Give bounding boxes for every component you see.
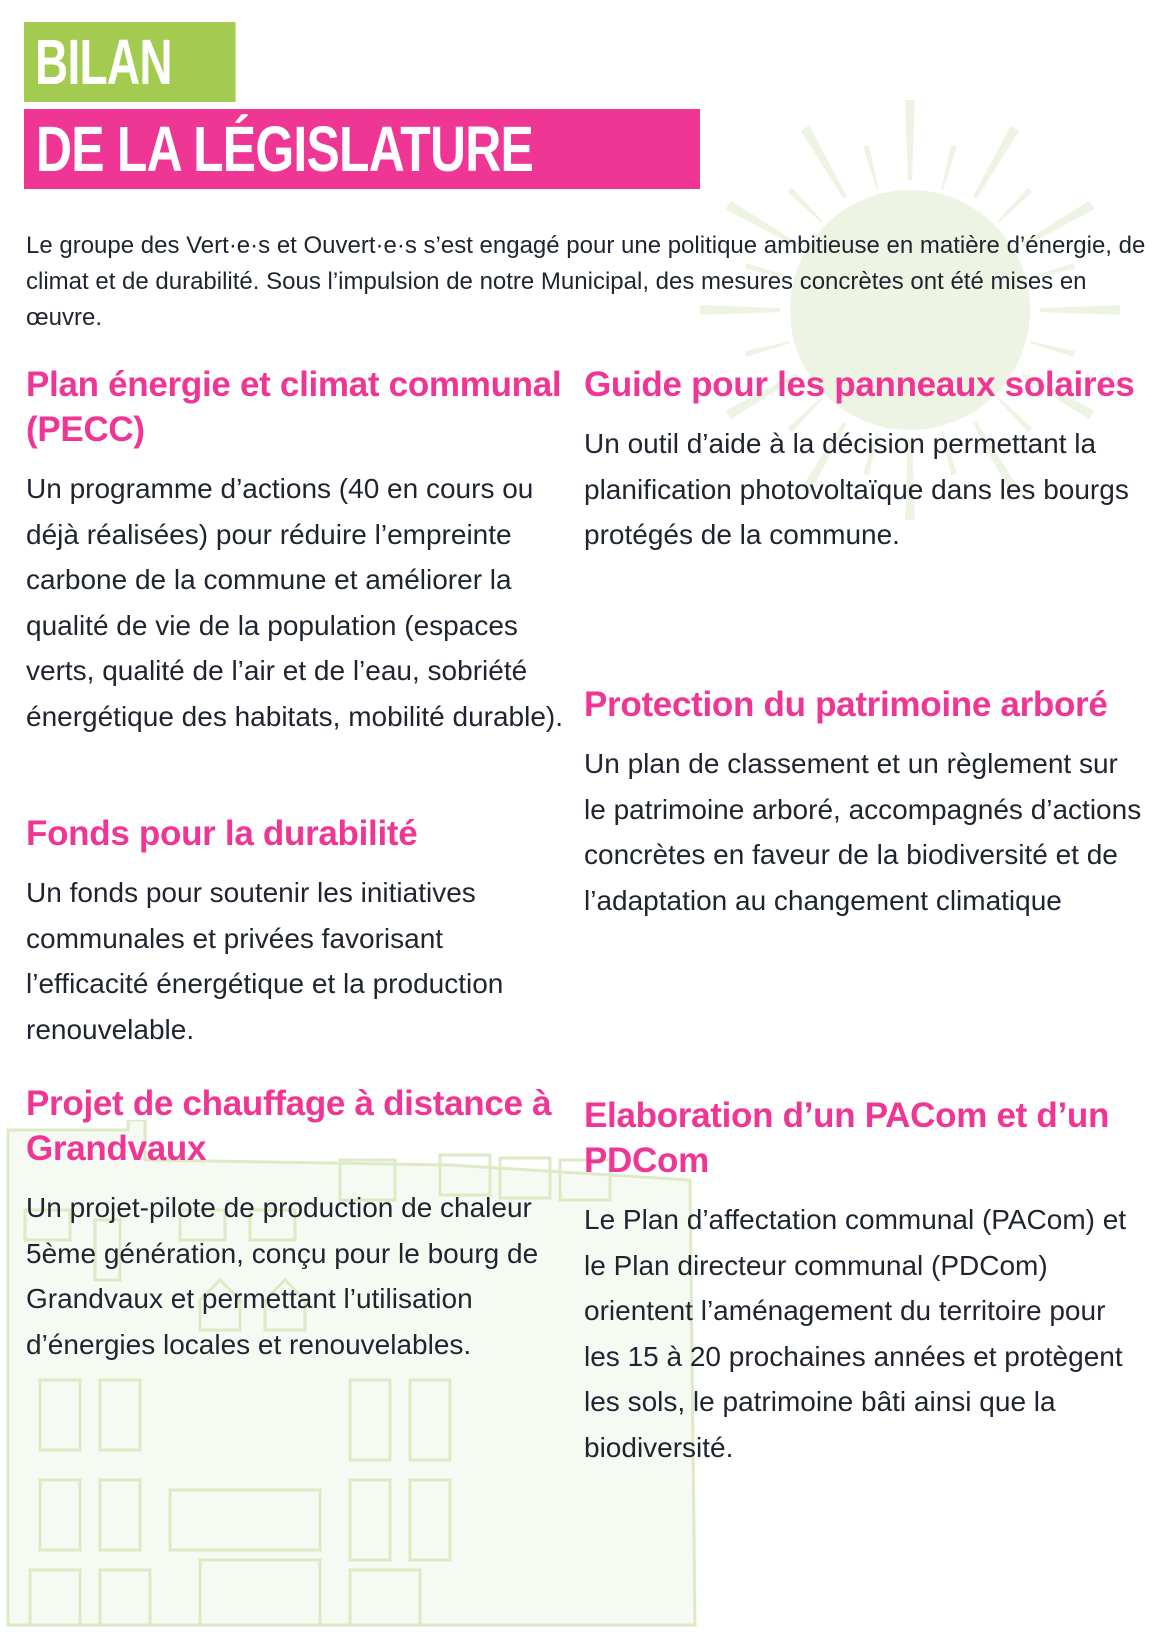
section-body: Un plan de classement et un règlement sur le patrimoine arboré, accompagnés d’actions concrètes en faveur de la biodiversité et de l’adaptation au changement climatique: [584, 748, 1142, 916]
section-patrimoine-arbore: [584, 682, 1144, 923]
section-body: Un projet-pilote de production de chaleur 5ème génération, conçu pour le bourg de Grandvaux et permettant l’utilisation d’énergies locales et renouvelables.: [26, 1192, 539, 1360]
section-heading: Projet de chauffage à distance à Grandvaux: [26, 1084, 552, 1168]
section-panneaux-solaires: [584, 362, 1144, 558]
title-banner-legislature: [24, 109, 700, 189]
section-body: Un fonds pour soutenir les initiatives communales et privées favorisant l’efficacité énergétique et la production renouvelable.: [26, 877, 504, 1045]
section-fonds-durabilite: [26, 811, 566, 1052]
section-heading: Guide pour les panneaux solaires: [584, 365, 1135, 404]
section-chauffage-distance: [26, 1081, 566, 1367]
intro-paragraph: Le groupe des Vert·e·s et Ouvert·e·s s’est engagé pour une politique ambitieuse en matière d’énergie, de climat et de durabilité. Sous l’impulsion de notre Municipal, des mesures concrètes ont été mises en œuvre.: [26, 232, 1146, 331]
title-line-1: BILAN: [35, 26, 172, 98]
section-heading: Fonds pour la durabilité: [26, 814, 418, 853]
section-heading: Plan énergie et climat communal (PECC): [26, 365, 562, 449]
title-line-2: DE LA LÉGISLATURE: [36, 113, 534, 185]
section-pacom-pdcom: [584, 1093, 1144, 1470]
title-banner-bilan: [24, 22, 236, 102]
section-pecc: [26, 362, 566, 739]
section-heading: Elaboration d’un PACom et d’un PDCom: [584, 1096, 1110, 1180]
section-body: Un outil d’aide à la décision permettant la planification photovoltaïque dans les bourgs protégés de la commune.: [584, 428, 1129, 550]
section-heading: Protection du patrimoine arboré: [584, 685, 1108, 724]
section-body: Le Plan d’affectation communal (PACom) et le Plan directeur communal (PDCom) orientent l’aménagement du territoire pour les 15 à 20 prochaines années et protègent les sols, le patrimoine bâti ainsi que la biodiversité.: [584, 1204, 1127, 1463]
section-body: Un programme d’actions (40 en cours ou déjà réalisées) pour réduire l’empreinte carbone de la commune et améliorer la qualité de vie de la population (espaces verts, qualité de l’air et de l’eau, sobriété énergétique des habitats, mobilité durable).: [26, 473, 564, 732]
